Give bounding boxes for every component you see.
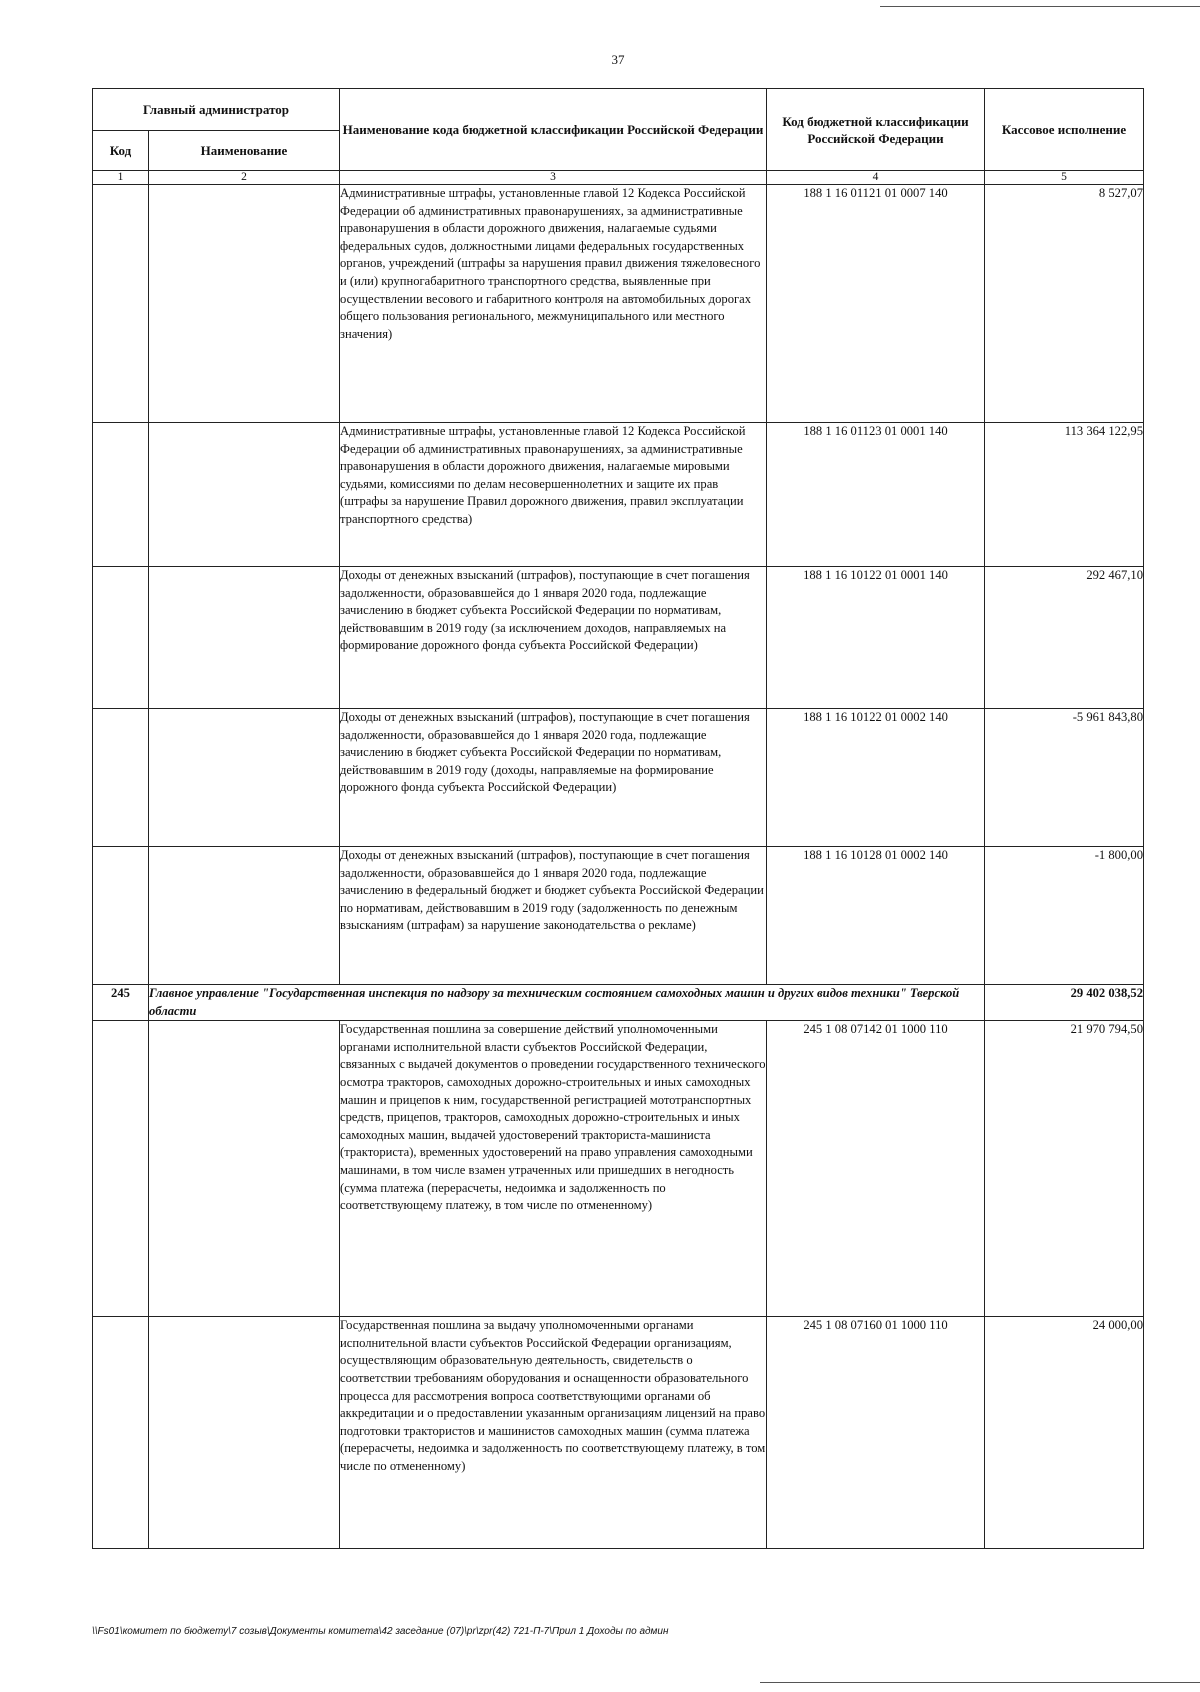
- header-kbk-code: Код бюджетной классификации Российской Федерации: [767, 89, 985, 171]
- admin-name-cell: [149, 709, 340, 847]
- header-cash-execution: Кассовое исполнение: [985, 89, 1144, 171]
- column-number: 1: [93, 171, 149, 185]
- code-cell: [93, 1317, 149, 1549]
- file-path-footer: \\Fs01\комитет по бюджету\7 созыв\Документы комитета\42 заседание (07)\pr\zpr(42) 721-П-7\Прил 1 Доходы по админ: [92, 1626, 669, 1637]
- admin-name-cell: [149, 423, 340, 567]
- code-cell: [93, 847, 149, 985]
- amount-cell: 292 467,10: [985, 567, 1144, 709]
- administrator-row: [93, 985, 1144, 1021]
- code-cell: [93, 423, 149, 567]
- amount-cell: -5 961 843,80: [985, 709, 1144, 847]
- kbk-code-cell: 188 1 16 10128 01 0002 140: [767, 847, 985, 985]
- kbk-code-cell: 245 1 08 07142 01 1000 110: [767, 1021, 985, 1317]
- scan-edge-line: [880, 6, 1200, 7]
- page-number: 37: [611, 52, 625, 67]
- code-cell: [93, 709, 149, 847]
- amount-cell: 21 970 794,50: [985, 1021, 1144, 1317]
- administrator-amount: 29 402 038,52: [985, 985, 1144, 1021]
- admin-name-cell: [149, 185, 340, 423]
- kbk-name-cell: Доходы от денежных взысканий (штрафов), поступающие в счет погашения задолженности, образовавшейся до 1 января 2020 года, подлежащие зачислению в бюджет субъекта Российской Федерации по нормативам, действовавшим в 2019 году (доходы, направляемые на формирование дорожного фонда субъекта Российской Федерации): [340, 709, 767, 847]
- kbk-name-cell: Доходы от денежных взысканий (штрафов), поступающие в счет погашения задолженности, образовавшейся до 1 января 2020 года, подлежащие зачислению в бюджет субъекта Российской Федерации по нормативам, действовавшим в 2019 году (за исключением доходов, направляемых на формирование дорожного фонда субъекта Российской Федерации): [340, 567, 767, 709]
- administrator-name: Главное управление "Государственная инспекция по надзору за техническим состоянием самоходных машин и других видов техники" Тверской области: [149, 985, 985, 1021]
- amount-cell: 8 527,07: [985, 185, 1144, 423]
- admin-name-cell: [149, 567, 340, 709]
- table-row: [93, 185, 1144, 423]
- header-code: Код: [93, 131, 149, 171]
- kbk-name-cell: Государственная пошлина за выдачу уполномоченными органами исполнительной власти субъектов Российской Федерации организациям, осуществляющим образовательную деятельность, свидетельств о соответствии требованиям оборудования и оснащенности образовательного процесса для рассмотрения вопроса соответствующими органами об аккредитации и о предоставлении указанным организациям лицензий на право подготовки трактористов и машинистов самоходных машин (сумма платежа (перерасчеты, недоимка и задолженность по соответствующему платежу, в том числе по отмененному): [340, 1317, 767, 1549]
- header-main-administrator: Главный администратор: [93, 89, 340, 131]
- admin-name-cell: [149, 847, 340, 985]
- budget-table: [92, 88, 1144, 1549]
- column-number: 4: [767, 171, 985, 185]
- amount-cell: 113 364 122,95: [985, 423, 1144, 567]
- kbk-code-cell: 245 1 08 07160 01 1000 110: [767, 1317, 985, 1549]
- code-cell: [93, 1021, 149, 1317]
- header-kbk-name: Наименование кода бюджетной классификации Российской Федерации: [340, 89, 767, 171]
- table-row: [93, 847, 1144, 985]
- scan-edge-line: [760, 1682, 1200, 1683]
- column-number: 5: [985, 171, 1144, 185]
- admin-name-cell: [149, 1021, 340, 1317]
- kbk-code-cell: 188 1 16 01123 01 0001 140: [767, 423, 985, 567]
- kbk-name-cell: Государственная пошлина за совершение действий уполномоченными органами исполнительной власти субъектов Российской Федерации, связанных с выдачей документов о проведении государственного технического осмотра тракторов, самоходных дорожно-строительных и иных самоходных машин и прицепов к ним, государственной регистрацией мототранспортных средств, прицепов, тракторов, самоходных дорожно-строительных и иных самоходных машин, выдачей удостоверений тракториста-машиниста (тракториста), временных удостоверений на право управления самоходными машинами, в том числе взамен утраченных или пришедших в негодность (сумма платежа (перерасчеты, недоимка и задолженность по соответствующему платежу, в том числе по отмененному): [340, 1021, 767, 1317]
- kbk-name-cell: Административные штрафы, установленные главой 12 Кодекса Российской Федерации об административных правонарушениях, за административные правонарушения в области дорожного движения, налагаемые мировыми судьями, комиссиями по делам несовершеннолетних и защите их прав (штрафы за нарушение Правил дорожного движения, правил эксплуатации транспортного средства): [340, 423, 767, 567]
- kbk-code-cell: 188 1 16 10122 01 0001 140: [767, 567, 985, 709]
- header-admin-name: Наименование: [149, 131, 340, 171]
- code-cell: [93, 567, 149, 709]
- table-row: [93, 423, 1144, 567]
- column-number: 2: [149, 171, 340, 185]
- admin-name-cell: [149, 1317, 340, 1549]
- code-cell: [93, 185, 149, 423]
- table-row: [93, 709, 1144, 847]
- table-row: [93, 1021, 1144, 1317]
- table-row: [93, 1317, 1144, 1549]
- amount-cell: -1 800,00: [985, 847, 1144, 985]
- administrator-code: 245: [93, 985, 149, 1021]
- kbk-name-cell: Административные штрафы, установленные главой 12 Кодекса Российской Федерации об административных правонарушениях, за административные правонарушения в области дорожного движения, налагаемые судьями федеральных судов, должностными лицами федеральных государственных органов, учреждений (штрафы за нарушения правил движения тяжеловесного и (или) крупногабаритного транспортного средства, выявленные при осуществлении весового и габаритного контроля на автомобильных дорогах общего пользования регионального, межмуниципального или местного значения): [340, 185, 767, 423]
- kbk-name-cell: Доходы от денежных взысканий (штрафов), поступающие в счет погашения задолженности, образовавшейся до 1 января 2020 года, подлежащие зачислению в федеральный бюджет и бюджет субъекта Российской Федерации по нормативам, действовавшим в 2019 году (задолженность по денежным взысканиям (штрафам) за нарушение законодательства о рекламе): [340, 847, 767, 985]
- column-number: 3: [340, 171, 767, 185]
- table-row: [93, 567, 1144, 709]
- kbk-code-cell: 188 1 16 10122 01 0002 140: [767, 709, 985, 847]
- amount-cell: 24 000,00: [985, 1317, 1144, 1549]
- kbk-code-cell: 188 1 16 01121 01 0007 140: [767, 185, 985, 423]
